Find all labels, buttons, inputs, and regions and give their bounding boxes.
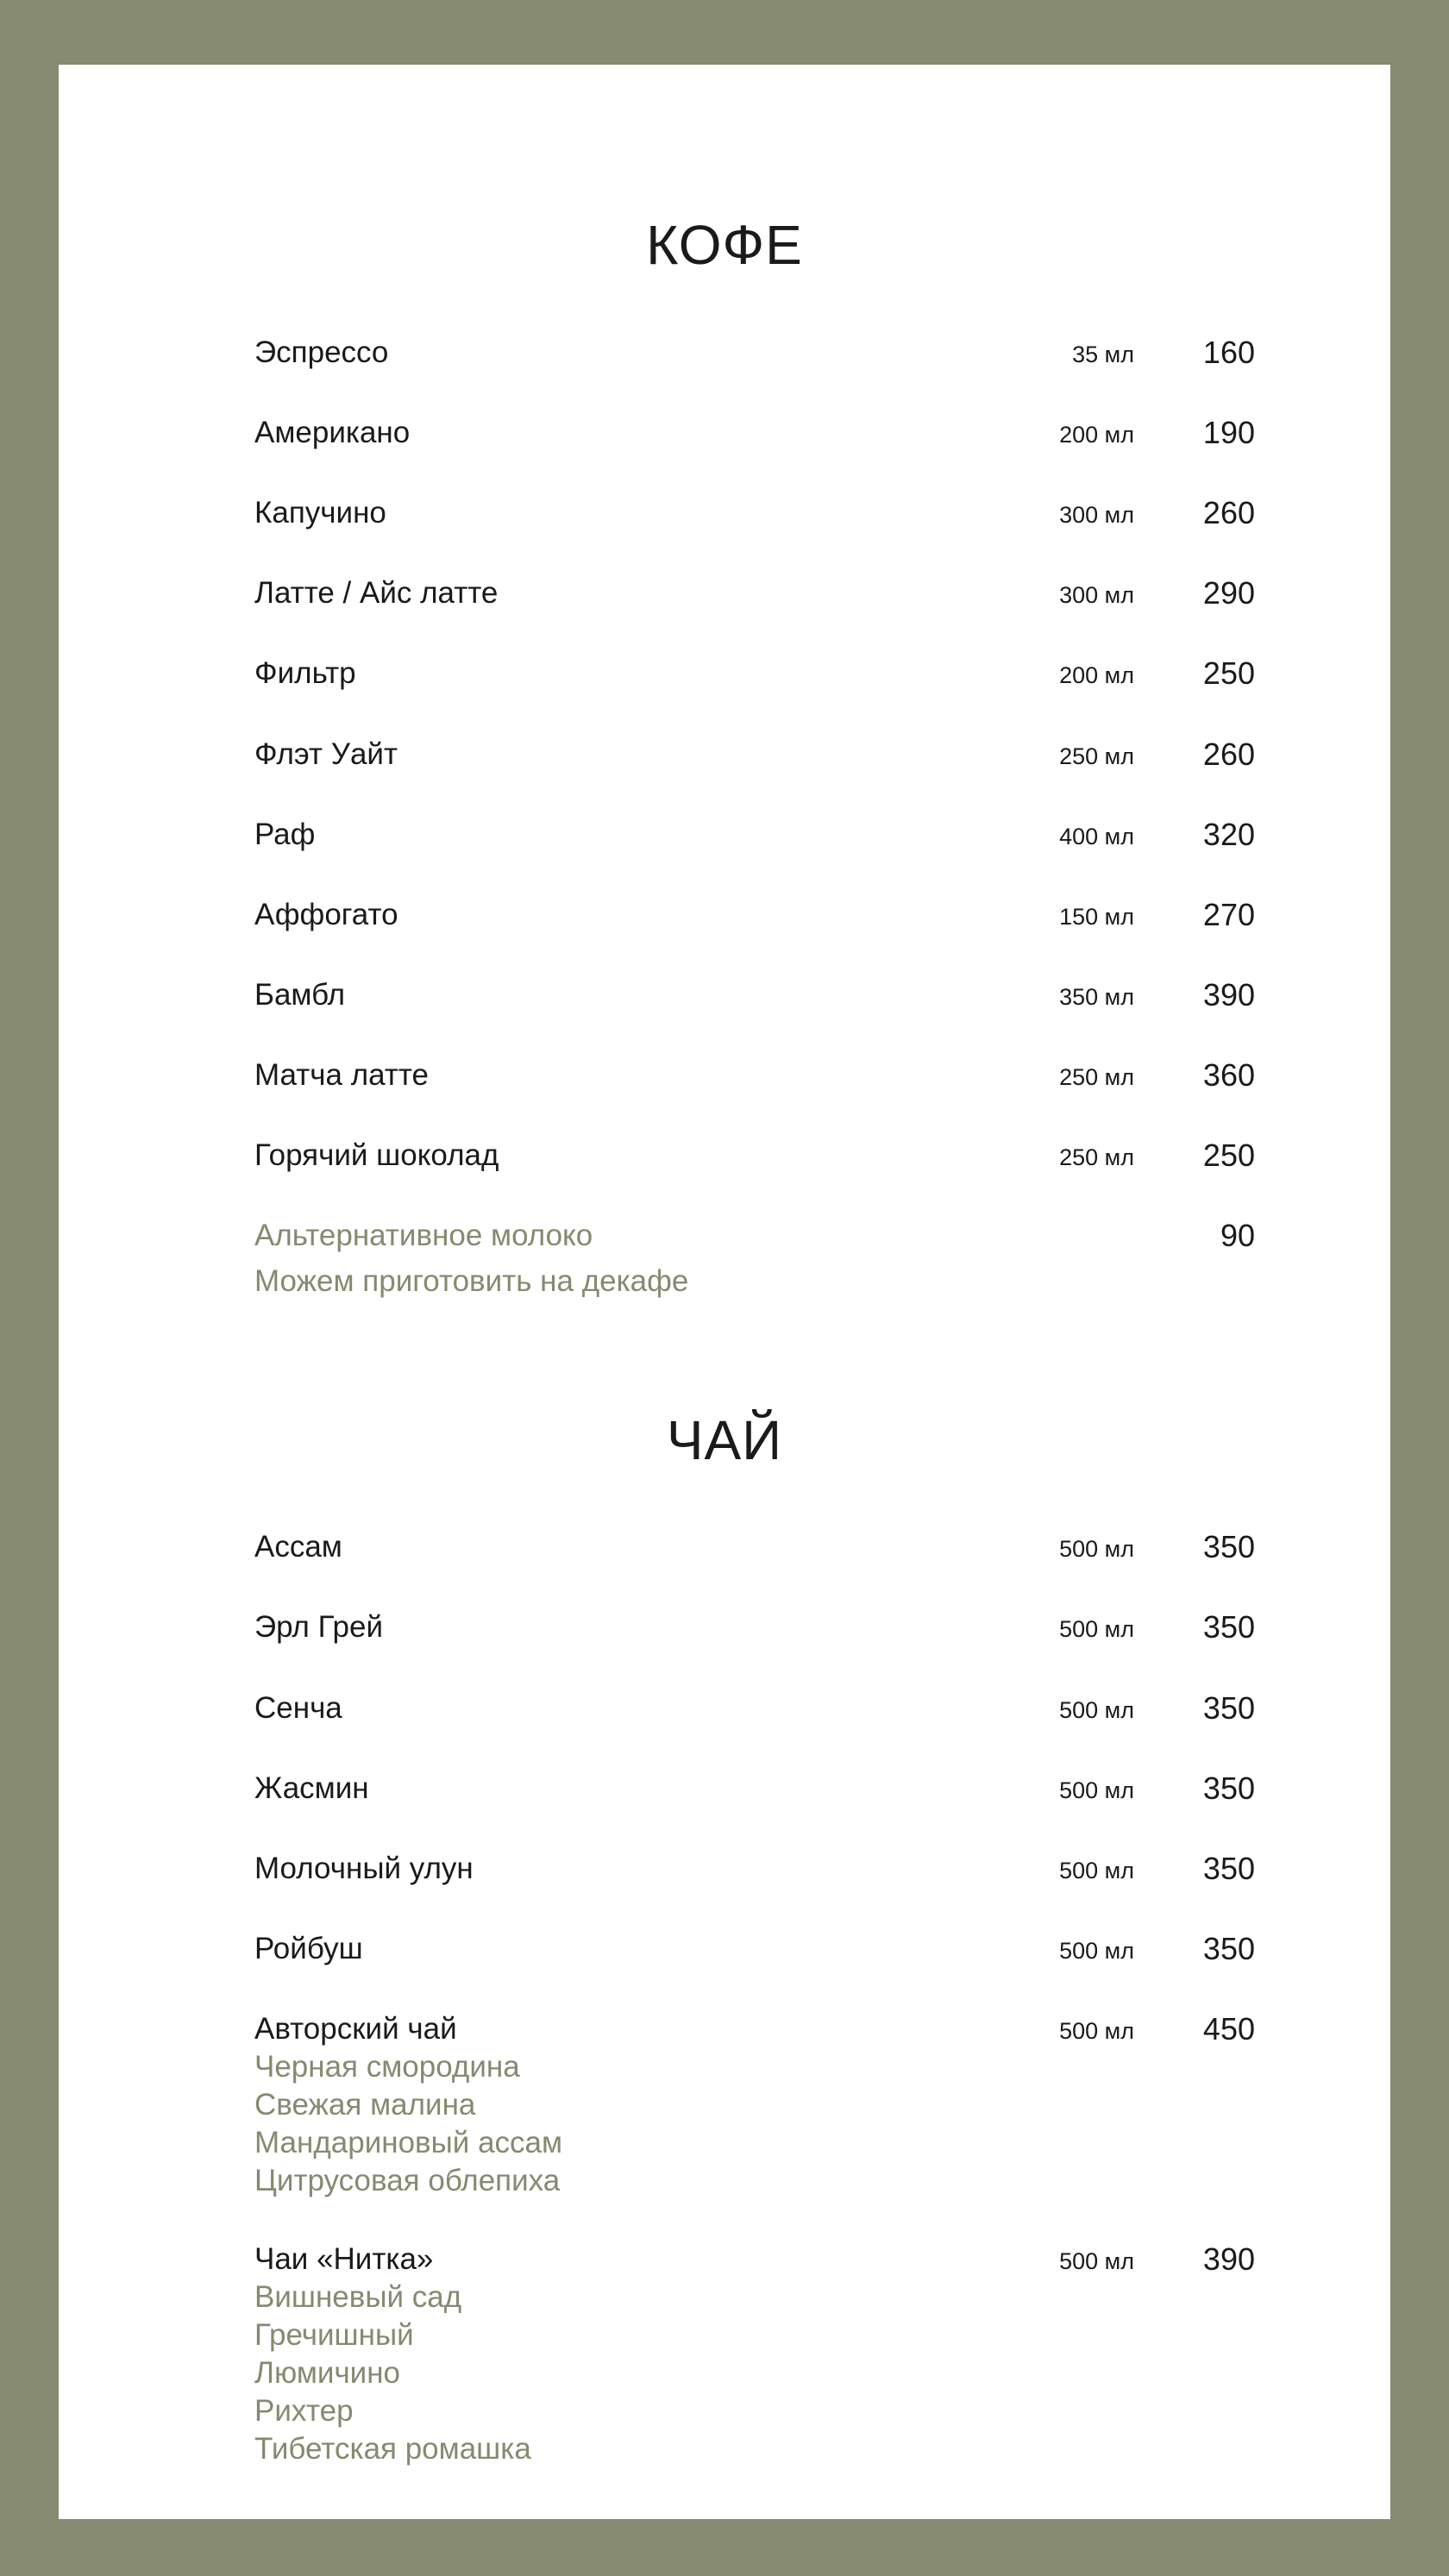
- menu-item-row: [254, 572, 1255, 615]
- menu-item-row: [254, 1927, 1255, 1971]
- menu-item-row: [254, 652, 1255, 695]
- item-price: 350: [1202, 1851, 1255, 1886]
- menu-item-row: [254, 1526, 1255, 1569]
- item-volume: 300 мл: [1059, 502, 1134, 528]
- item-name: Эрл Грей: [254, 1610, 384, 1644]
- item-volume: 250 мл: [1059, 1144, 1134, 1170]
- item-name: Чаи «Нитка»: [254, 2242, 434, 2276]
- item-name: Ройбуш: [254, 1932, 363, 1965]
- menu-item-row: [254, 1054, 1255, 1097]
- item-price: 250: [1202, 1138, 1255, 1173]
- menu-item-row: [254, 1134, 1255, 1177]
- menu-item-row: [254, 893, 1255, 937]
- item-name: Капучино: [254, 496, 386, 530]
- item-price: 190: [1202, 415, 1255, 450]
- item-volume: 500 мл: [1059, 1777, 1134, 1803]
- item-name: Эспрессо: [254, 335, 389, 369]
- item-price: 360: [1202, 1057, 1255, 1093]
- item-name: Бамбл: [254, 978, 345, 1012]
- item-volume: 500 мл: [1059, 2248, 1134, 2274]
- item-volume: 500 мл: [1059, 2018, 1134, 2044]
- item-name: Матча латте: [254, 1058, 429, 1092]
- item-volume: 350 мл: [1059, 984, 1134, 1010]
- item-volume: 150 мл: [1059, 904, 1134, 930]
- item-price: 350: [1202, 1690, 1255, 1726]
- item-price: 450: [1202, 2011, 1255, 2046]
- tea-option: Черная смородина: [254, 2050, 520, 2084]
- tea-option: Цитрусовая облепиха: [254, 2164, 561, 2197]
- item-price: 350: [1202, 1771, 1255, 1806]
- tea-option: Тибетская ромашка: [254, 2432, 531, 2466]
- item-volume: 400 мл: [1059, 824, 1134, 849]
- item-price: 250: [1202, 655, 1255, 691]
- menu-item-row: [254, 1687, 1255, 1730]
- coffee-section-title: КОФЕ: [646, 214, 803, 276]
- item-volume: 250 мл: [1059, 1064, 1134, 1090]
- item-volume: 500 мл: [1059, 1616, 1134, 1642]
- item-volume: 500 мл: [1059, 1697, 1134, 1723]
- item-name: Американо: [254, 416, 411, 449]
- tea-option: Мандариновый ассам: [254, 2126, 563, 2159]
- menu-item-row: [254, 411, 1255, 454]
- tea-option: Люмичино: [254, 2356, 401, 2390]
- item-volume: 200 мл: [1059, 662, 1134, 688]
- item-name: Раф: [254, 818, 316, 851]
- tea-option: Вишневый сад: [254, 2280, 462, 2314]
- decaf-note: Можем приготовить на декафе: [254, 1264, 689, 1298]
- menu-item-row: [254, 1767, 1255, 1810]
- item-name: Фильтр: [254, 656, 356, 690]
- item-name: Жасмин: [254, 1771, 369, 1805]
- alt-milk-row: [254, 1214, 1255, 1257]
- tea-option: Свежая малина: [254, 2088, 476, 2122]
- menu-item-row: [254, 813, 1255, 856]
- item-price: 390: [1202, 977, 1255, 1012]
- menu-item-row: [254, 1606, 1255, 1649]
- menu-item-row: [254, 492, 1255, 535]
- item-name: Флэт Уайт: [254, 737, 398, 771]
- item-price: 260: [1202, 495, 1255, 530]
- item-volume: 500 мл: [1059, 1858, 1134, 1883]
- item-price: 390: [1202, 2241, 1255, 2277]
- item-name: Горячий шоколад: [254, 1138, 499, 1172]
- item-name: Авторский чай: [254, 2012, 457, 2046]
- item-price: 260: [1202, 736, 1255, 772]
- item-price: 350: [1202, 1931, 1255, 1966]
- menu-item-row: [254, 974, 1255, 1017]
- item-name: Молочный улун: [254, 1852, 474, 1885]
- item-price: 160: [1202, 335, 1255, 370]
- item-price: 350: [1202, 1609, 1255, 1645]
- tea-option: Рихтер: [254, 2394, 354, 2428]
- item-volume: 500 мл: [1059, 1938, 1134, 1964]
- item-name: Латте / Айс латте: [254, 576, 499, 610]
- nitka-tea-row: [254, 2238, 1255, 2281]
- tea-option: Гречишный: [254, 2318, 414, 2352]
- item-name: Ассам: [254, 1530, 342, 1564]
- menu-item-row: [254, 1847, 1255, 1890]
- item-volume: 300 мл: [1059, 582, 1134, 608]
- menu-item-row: [254, 331, 1255, 374]
- item-volume: 500 мл: [1059, 1536, 1134, 1562]
- item-volume: 250 мл: [1059, 743, 1134, 769]
- menu-card: [59, 65, 1390, 2519]
- item-name: Аффогато: [254, 898, 398, 931]
- item-volume: 35 мл: [1072, 342, 1134, 367]
- item-name: Сенча: [254, 1691, 342, 1725]
- tea-section-title: ЧАЙ: [666, 1409, 783, 1471]
- item-volume: 200 мл: [1059, 422, 1134, 448]
- item-price: 270: [1202, 897, 1255, 932]
- item-price: 290: [1202, 575, 1255, 611]
- item-price: 350: [1202, 1529, 1255, 1564]
- item-price: 320: [1202, 817, 1255, 852]
- signature-tea-row: [254, 2008, 1255, 2051]
- alt-milk-price: 90: [1220, 1218, 1255, 1253]
- menu-item-row: [254, 733, 1255, 776]
- alt-milk-label: Альтернативное молоко: [254, 1219, 593, 1252]
